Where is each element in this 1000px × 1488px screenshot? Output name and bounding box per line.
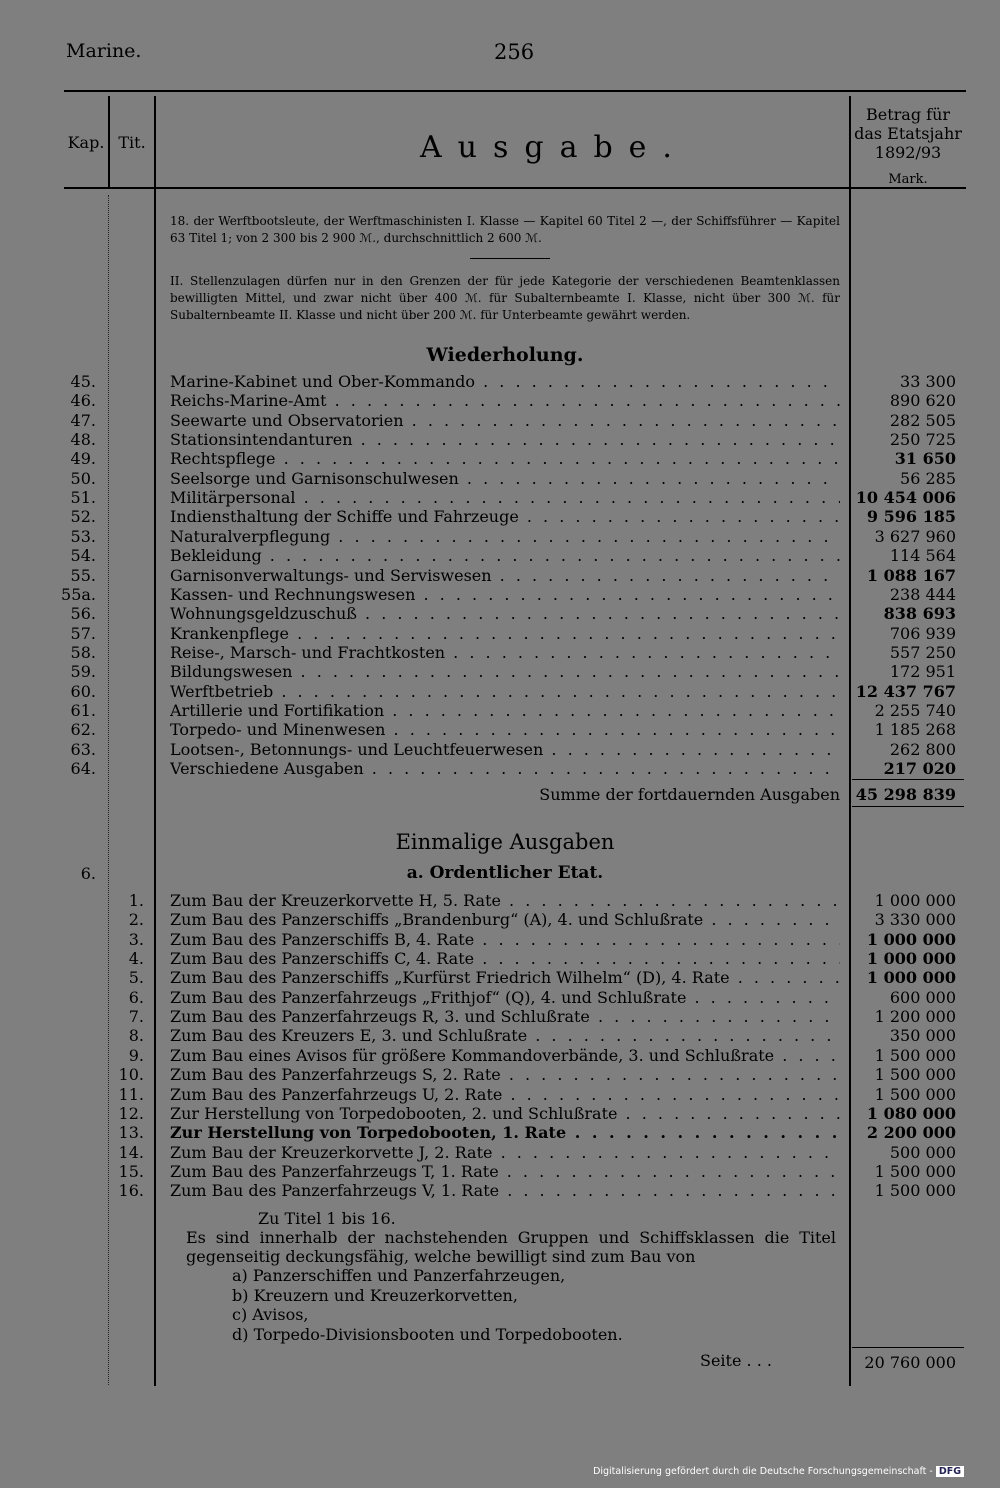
table-header-rule [64,187,966,189]
seite-value: 20 760 000 [864,1353,956,1372]
row-amount: 1 000 000 [866,929,956,949]
row-label: Bildungswesen . . . [170,662,840,681]
row-amount: 2 255 740 [874,700,956,720]
zu-titel-heading: Zu Titel 1 bis 16. [258,1209,396,1228]
row-label: Zur Herstellung von Torpedobooten, 1. Rate . . . [170,1123,840,1142]
column-header-unit: Mark. [888,172,928,187]
table-row [0,701,1000,720]
table-row [0,411,1000,430]
row-amount: 56 285 [900,468,956,488]
column-header-tit: Tit. [118,133,146,152]
table-row [0,1143,1000,1162]
table-row [0,604,1000,623]
column-header-betrag: Betrag für das Etatsjahr 1892/93 [854,105,962,162]
row-amount: 3 330 000 [874,910,956,930]
footer-text: Digitalisierung gefördert durch die Deutsche Forschungsgemeinschaft - [593,1466,933,1477]
row-amount: 500 000 [889,1142,956,1162]
table-row [0,1104,1000,1123]
table-row [0,910,1000,929]
row-amount: 1 200 000 [874,1007,956,1027]
table-row [0,430,1000,449]
table-row [0,662,1000,681]
table-row [0,624,1000,643]
column-header-ausgabe: Ausgabe. [420,130,688,165]
table-row [0,527,1000,546]
kapitel-number: 47. [70,410,96,430]
note-18: 18. der Werftbootsleute, der Werftmaschinisten I. Klasse — Kapitel 60 Titel 2 —, der Schiffsführer — Kapitel 63 Titel 1; von 2 300 bis 2 900 ℳ., durchschnittlich 2 600 ℳ. [170,214,840,245]
row-amount: 1 500 000 [874,1065,956,1085]
table-row [0,682,1000,701]
row-label: Marine-Kabinet und Ober-Kommando . . . [170,372,840,391]
titel-number: 7. [128,1007,144,1027]
row-label: Lootsen-, Betonnungs- und Leuchtfeuerwesen . . . [170,740,840,759]
table-row [0,391,1000,410]
row-amount: 1 000 000 [874,891,956,910]
row-label: Torpedo- und Minenwesen . . . [170,720,840,739]
kapitel-number: 46. [70,391,96,411]
page-number: 256 [494,40,535,64]
table-row [0,1007,1000,1026]
table-row [0,1065,1000,1084]
row-label: Verschiedene Ausgaben . . . [170,759,840,778]
kapitel-number: 51. [70,488,96,508]
titel-number: 4. [128,949,144,969]
row-amount: 1 000 000 [866,949,956,969]
titel-number: 14. [118,1142,144,1162]
row-label: Reichs-Marine-Amt . . . [170,391,840,410]
row-amount: 350 000 [889,1026,956,1046]
table-row [0,988,1000,1007]
table-row [0,1162,1000,1181]
kapitel-number: 52. [70,507,96,527]
table-row [0,759,1000,778]
table-row [0,740,1000,759]
table-row [0,585,1000,604]
table-row [0,1181,1000,1200]
table-row [0,1026,1000,1045]
table-row [0,507,1000,526]
list-item: d) Torpedo-Divisionsbooten und Torpedobooten. [232,1324,623,1344]
row-amount: 114 564 [889,546,956,566]
kapitel-number: 59. [70,662,96,682]
row-amount: 1 088 167 [866,565,956,585]
row-amount: 838 693 [883,604,956,624]
deckungsfaehigkeit-text: Es sind innerhalb der nachstehenden Gruppen und Schiffsklassen die Titel gegenseitig deckungsfähig, welche bewilligt sind zum Bau von [186,1228,836,1266]
sum-rule [852,779,964,780]
kapitel-number: 48. [70,430,96,450]
kapitel-number: 63. [70,739,96,759]
running-head: Marine. [66,40,142,62]
table-row [0,546,1000,565]
row-amount: 1 500 000 [874,1084,956,1104]
list-item: a) Panzerschiffen und Panzerfahrzeugen, [232,1266,566,1285]
dfg-logo: DFG [936,1466,964,1477]
seite-label: Seite . . . [700,1351,772,1370]
row-amount: 9 596 185 [866,507,956,527]
row-label: Zum Bau des Panzerschiffs C, 4. Rate . . . [170,949,840,968]
row-label: Zum Bau des Panzerschiffs „Kurfürst Friedrich Wilhelm“ (D), 4. Rate . . . [170,968,840,987]
row-label: Zum Bau des Panzerfahrzeugs „Frithjof“ (Q), 4. und Schlußrate . . . [170,988,840,1007]
kapitel-number: 60. [70,681,96,701]
row-amount: 262 800 [889,739,956,759]
titel-number: 16. [118,1181,144,1201]
row-amount: 238 444 [889,584,956,604]
row-label: Kassen- und Rechnungswesen . . . [170,585,840,604]
titel-number: 2. [128,910,144,930]
row-amount: 31 650 [894,449,956,469]
row-label: Indiensthaltung der Schiffe und Fahrzeuge . . . [170,507,840,526]
sum-underline [852,806,964,807]
seite-rule [852,1347,964,1348]
table-row [0,1085,1000,1104]
table-row [0,891,1000,910]
row-amount: 1 500 000 [874,1181,956,1201]
row-label: Naturalverpflegung . . . [170,527,840,546]
kapitel-number: 49. [70,449,96,469]
row-label: Zum Bau des Panzerfahrzeugs U, 2. Rate . . . [170,1085,840,1104]
list-item: b) Kreuzern und Kreuzerkorvetten, [232,1285,518,1305]
row-label: Krankenpflege . . . [170,624,840,643]
titel-number: 15. [118,1161,144,1181]
row-amount: 706 939 [889,623,956,643]
table-row [0,469,1000,488]
row-amount: 1 500 000 [874,1161,956,1181]
titel-number: 10. [118,1065,144,1085]
table-row [0,1123,1000,1142]
titel-number: 1. [128,891,144,910]
table-row [0,488,1000,507]
row-amount: 3 627 960 [874,526,956,546]
kapitel-number: 50. [70,468,96,488]
row-amount: 12 437 767 [855,681,956,701]
table-row [0,968,1000,987]
row-label: Werftbetrieb . . . [170,682,840,701]
digitization-footer [593,1466,964,1477]
titel-number: 3. [128,929,144,949]
row-amount: 172 951 [889,662,956,682]
row-amount: 250 725 [889,430,956,450]
row-label: Artillerie und Fortifikation . . . [170,701,840,720]
kapitel-number: 61. [70,700,96,720]
row-amount: 10 454 006 [855,488,956,508]
row-label: Zum Bau des Panzerschiffs „Brandenburg“ (A), 4. und Schlußrate . . . [170,910,840,929]
row-label: Garnisonverwaltungs- und Serviswesen . . . [170,566,840,585]
note-separator [470,258,550,259]
row-label: Zur Herstellung von Torpedobooten, 2. und Schlußrate . . . [170,1104,840,1123]
kapitel-number: 54. [70,546,96,566]
table-row [0,949,1000,968]
row-label: Zum Bau des Kreuzers E, 3. und Schlußrate . . . [170,1026,840,1045]
kapitel-number: 6. [80,864,96,883]
row-label: Bekleidung . . . [170,546,840,565]
sum-value: 45 298 839 [855,785,956,804]
row-label: Zum Bau der Kreuzerkorvette H, 5. Rate . . . [170,891,840,910]
table-row [0,449,1000,468]
kapitel-number: 55a. [61,584,96,604]
row-amount: 1 000 000 [866,968,956,988]
row-label: Reise-, Marsch- und Frachtkosten . . . [170,643,840,662]
ship-class-list [232,1266,623,1344]
section-title-einmalige: Einmalige Ausgaben [395,830,615,854]
kapitel-number: 55. [70,565,96,585]
table-row [0,372,1000,391]
row-amount: 600 000 [889,987,956,1007]
column-header-kap: Kap. [67,133,105,152]
row-amount: 1 185 268 [874,720,956,740]
row-amount: 557 250 [889,642,956,662]
row-amount: 2 200 000 [866,1123,956,1143]
row-label: Zum Bau des Panzerfahrzeugs R, 3. und Schlußrate . . . [170,1007,840,1026]
row-label: Zum Bau eines Avisos für größere Kommandoverbände, 3. und Schlußrate . . . [170,1046,840,1065]
row-label: Wohnungsgeldzuschuß . . . [170,604,840,623]
titel-number: 11. [118,1084,144,1104]
titel-number: 6. [128,987,144,1007]
titel-number: 5. [128,968,144,988]
titel-number: 13. [118,1123,144,1143]
titel-number: 9. [128,1045,144,1065]
row-label: Militärpersonal . . . [170,488,840,507]
list-item: c) Avisos, [232,1305,309,1324]
row-amount: 282 505 [889,410,956,430]
row-label: Zum Bau des Panzerfahrzeugs V, 1. Rate . . . [170,1181,840,1200]
table-row [0,930,1000,949]
note-ii: II. Stellenzulagen dürfen nur in den Grenzen der für jede Kategorie der verschiedenen Beamtenklassen bewilligten Mittel, und zwar nicht über 400 ℳ. für Subalternbeamte I. Klasse, nicht über 300 ℳ. für Subalternbeamte II. Klasse und nicht über 200 ℳ. für Unterbeamte gewährt werden. [170,274,840,322]
kapitel-number: 45. [70,372,96,391]
titel-number: 8. [128,1026,144,1046]
row-amount: 33 300 [900,372,956,391]
row-label: Zum Bau der Kreuzerkorvette J, 2. Rate . . . [170,1143,840,1162]
kapitel-number: 57. [70,623,96,643]
kapitel-number: 56. [70,604,96,624]
sum-label: Summe der fortdauernden Ausgaben [539,785,840,804]
row-label: Seelsorge und Garnisonschulwesen . . . [170,469,840,488]
table-row [0,643,1000,662]
row-label: Seewarte und Observatorien . . . [170,411,840,430]
row-amount: 1 080 000 [866,1103,956,1123]
row-amount: 217 020 [883,759,956,778]
section-title-wiederholung: Wiederholung. [426,344,584,366]
kapitel-number: 58. [70,642,96,662]
row-label: Stationsintendanturen . . . [170,430,840,449]
row-label: Rechtspflege . . . [170,449,840,468]
row-amount: 890 620 [889,391,956,411]
kapitel-number: 64. [70,759,96,778]
table-row [0,1046,1000,1065]
table-row [0,566,1000,585]
row-label: Zum Bau des Panzerschiffs B, 4. Rate . . . [170,930,840,949]
kapitel-number: 62. [70,720,96,740]
titel-number: 12. [118,1103,144,1123]
section-subtitle-ordentlich: a. Ordentlicher Etat. [406,863,604,883]
kapitel-number: 53. [70,526,96,546]
table-row [0,720,1000,739]
row-label: Zum Bau des Panzerfahrzeugs T, 1. Rate . . . [170,1162,840,1181]
table-top-rule [64,90,966,92]
row-amount: 1 500 000 [874,1045,956,1065]
row-label: Zum Bau des Panzerfahrzeugs S, 2. Rate . . . [170,1065,840,1084]
